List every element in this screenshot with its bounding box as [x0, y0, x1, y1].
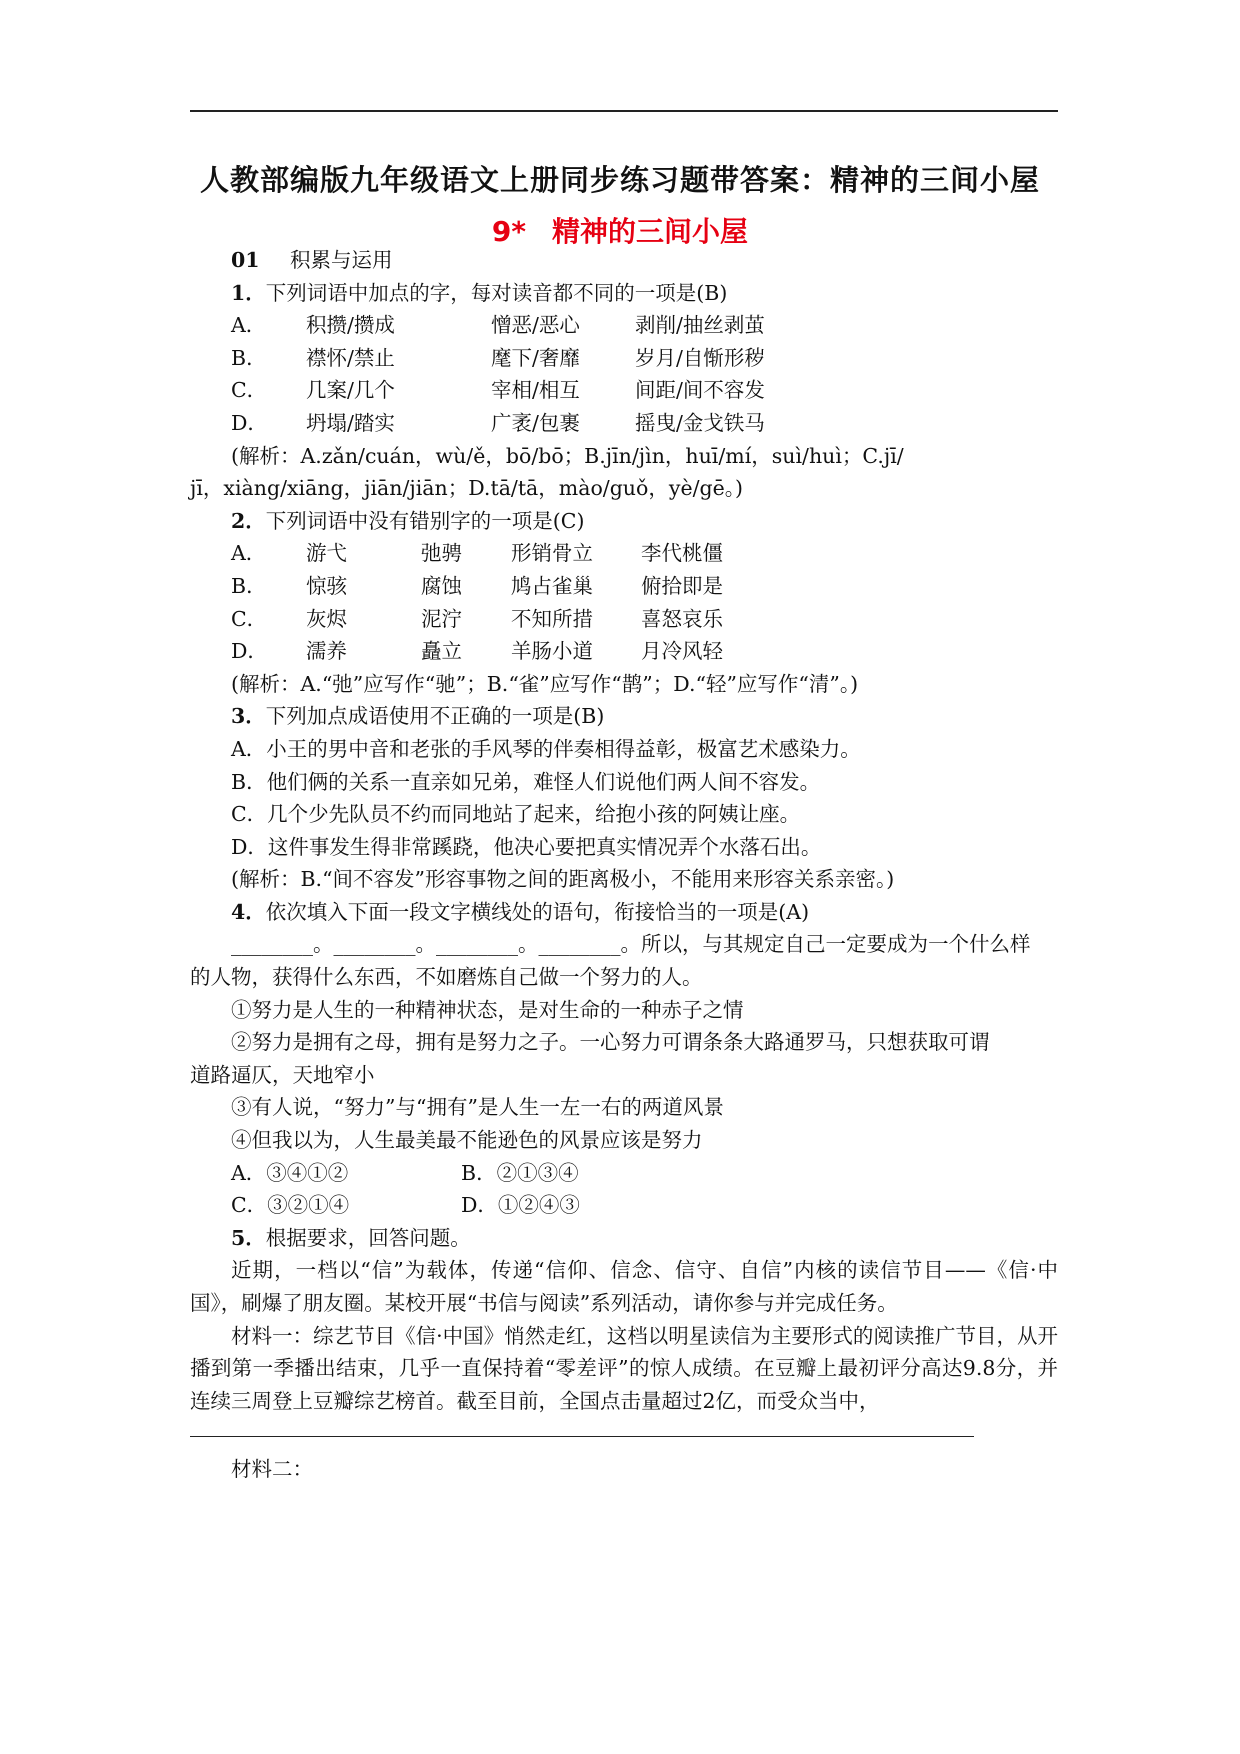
question-number: 3．: [231, 704, 266, 729]
q4-options-row-1: [190, 1157, 1058, 1190]
q3-option-b: B．他们俩的关系一直亲如兄弟，难怪人们说他们两人间不容发。: [231, 769, 821, 794]
q2-option-d: [190, 635, 1058, 668]
question-text: 下列加点成语使用不正确的一项是(B): [265, 704, 605, 729]
option-word: 剥削/抽丝剥茧: [635, 313, 765, 338]
option-letter: B．: [231, 573, 267, 598]
q2-option-a: [190, 537, 1058, 570]
q2-option-b: [190, 570, 1058, 603]
q4-sentence-2: ②努力是拥有之母，拥有是努力之子。一心努力可谓条条大路通罗马，只想获取可谓: [231, 1030, 990, 1055]
option-word: 襟怀/禁止: [306, 345, 395, 370]
q1-analysis-line-2: jī，xiàng/xiāng，jiān/jiān；D.tā/tā，mào/guǒ，yè/gē。): [190, 476, 743, 501]
option-word: 腐蚀: [421, 573, 462, 598]
question-text: 下列词语中没有错别字的一项是(C): [265, 508, 585, 533]
option-word: 惊骇: [306, 573, 347, 598]
option-word: 岁月/自惭形秽: [635, 345, 765, 370]
question-number: 5．: [231, 1225, 266, 1250]
option-letter: B．: [231, 345, 267, 370]
lesson-name: 精神的三间小屋: [552, 215, 749, 248]
q1-option-c: [190, 374, 1058, 407]
option-word: 矗立: [421, 639, 462, 664]
option-word: 游弋: [306, 541, 347, 566]
q1-option-b: [190, 342, 1058, 375]
q2-option-c: [190, 603, 1058, 636]
q3-option-c: C．几个少先队员不约而同地站了起来，给抱小孩的阿姨让座。: [231, 802, 801, 827]
q4-sentence-1: ①努力是人生的一种精神状态，是对生命的一种赤子之情: [231, 997, 744, 1022]
q3-analysis: (解析：B.“间不容发”形容事物之间的距离极小，不能用来形容关系亲密。): [231, 867, 895, 892]
option-c: C．③②①④: [231, 1193, 350, 1218]
q4-sentence-4: ④但我以为，人生最美最不能逊色的风景应该是努力: [231, 1128, 703, 1153]
option-word: 俯拾即是: [641, 573, 723, 598]
option-word: 憎恶/恶心: [491, 313, 580, 338]
option-word: 弛骋: [421, 541, 462, 566]
option-letter: A．: [231, 313, 267, 338]
question-number: 1．: [231, 280, 266, 305]
q3-option-a: A．小王的男中音和老张的手风琴的伴奏相得益彰，极富艺术感染力。: [231, 736, 861, 761]
section-heading: [190, 244, 1058, 277]
question-3-stem: [190, 700, 1058, 733]
q5-material-2: 材料二：: [231, 1457, 313, 1481]
option-word: 坍塌/踏实: [306, 410, 395, 435]
option-letter: A．: [231, 541, 267, 566]
question-4-stem: [190, 896, 1058, 929]
q4-blanks-continued: 的人物，获得什么东西，不如磨炼自己做一个努力的人。: [190, 965, 703, 990]
q5-material-1: 材料一：综艺节目《信·中国》悄然走红，这档以明星读信为主要形式的阅读推广节目，从开播到第一季播出结束，几乎一直保持着“零差评”的惊人成绩。在豆瓣上最初评分高达9.8分，并连续三周登上豆瓣综艺榜首。截至目前，全国点击量超过2亿，而受众当中，: [190, 1323, 1058, 1413]
option-word: 摇曳/金戈铁马: [635, 410, 765, 435]
option-letter: D．: [231, 410, 268, 435]
option-word: 喜怒哀乐: [641, 606, 723, 631]
option-word: 麾下/奢靡: [491, 345, 580, 370]
option-letter: C．: [231, 378, 268, 403]
section-label: 积累与运用: [290, 248, 393, 272]
option-word: 李代桃僵: [641, 541, 723, 566]
question-number: 4．: [231, 899, 266, 924]
option-word: 形销骨立: [511, 541, 593, 566]
question-1-stem: [190, 277, 1058, 310]
question-5-stem: [190, 1222, 1058, 1255]
document-title: 人教部编版九年级语文上册同步练习题带答案：精神的三间小屋: [199, 163, 1040, 197]
q5-paragraph-1: 近期，一档以“信”为载体，传递“信仰、信念、信守、自信”内核的读信节目——《信·中国》，刷爆了朋友圈。某校开展“书信与阅读”系列活动，请你参与并完成任务。: [190, 1258, 1058, 1315]
option-word: 濡养: [306, 639, 347, 664]
question-text: 下列词语中加点的字，每对读音都不同的一项是(B): [265, 280, 728, 305]
q4-sentence-3: ③有人说，“努力”与“拥有”是人生一左一右的两道风景: [231, 1095, 724, 1120]
q1-option-d: [190, 407, 1058, 440]
q1-analysis-line-1: (解析：A.zǎn/cuán，wù/ě，bō/bō；B.jīn/jìn，huī/mí，suì/huì；C.jī/: [231, 443, 904, 468]
section-number: 01: [231, 248, 260, 272]
option-word: 泥泞: [421, 606, 462, 631]
option-a: A．③④①②: [231, 1160, 349, 1185]
q3-option-d: D．这件事发生得非常蹊跷，他决心要把真实情况弄个水落石出。: [231, 834, 822, 859]
option-word: 鸠占雀巢: [511, 573, 593, 598]
option-d: D．①②④③: [461, 1193, 580, 1218]
option-word: 积攒/攒成: [306, 313, 395, 338]
document-body: [190, 244, 1058, 1417]
option-word: 间距/间不容发: [635, 378, 765, 403]
option-b: B．②①③④: [461, 1160, 579, 1185]
option-word: 羊肠小道: [511, 639, 593, 664]
header-rule: [190, 110, 1058, 112]
option-word: 灰烬: [306, 606, 347, 631]
option-word: 广袤/包裹: [491, 410, 580, 435]
q4-blanks: ________。________。________。________。所以，与其规定自己一定要成为一个什么样: [231, 932, 1031, 957]
option-letter: C．: [231, 606, 268, 631]
option-word: 月冷风轻: [641, 639, 723, 664]
q1-option-a: [190, 309, 1058, 342]
option-word: 不知所措: [511, 606, 593, 631]
question-text: 根据要求，回答问题。: [265, 1225, 471, 1250]
footnote-rule: [190, 1436, 974, 1437]
lesson-number: 9*: [491, 215, 527, 248]
question-2-stem: [190, 505, 1058, 538]
q4-options-row-2: [190, 1189, 1058, 1222]
q4-sentence-2-continued: 道路逼仄，天地窄小: [190, 1062, 375, 1087]
q2-analysis: (解析：A.“弛”应写作“驰”；B.“雀”应写作“鹊”；D.“轻”应写作“清”。): [231, 671, 859, 696]
option-word: 几案/几个: [306, 378, 395, 403]
question-number: 2．: [231, 508, 266, 533]
option-letter: D．: [231, 639, 268, 664]
option-word: 宰相/相互: [491, 378, 580, 403]
question-text: 依次填入下面一段文字横线处的语句，衔接恰当的一项是(A): [265, 899, 810, 924]
